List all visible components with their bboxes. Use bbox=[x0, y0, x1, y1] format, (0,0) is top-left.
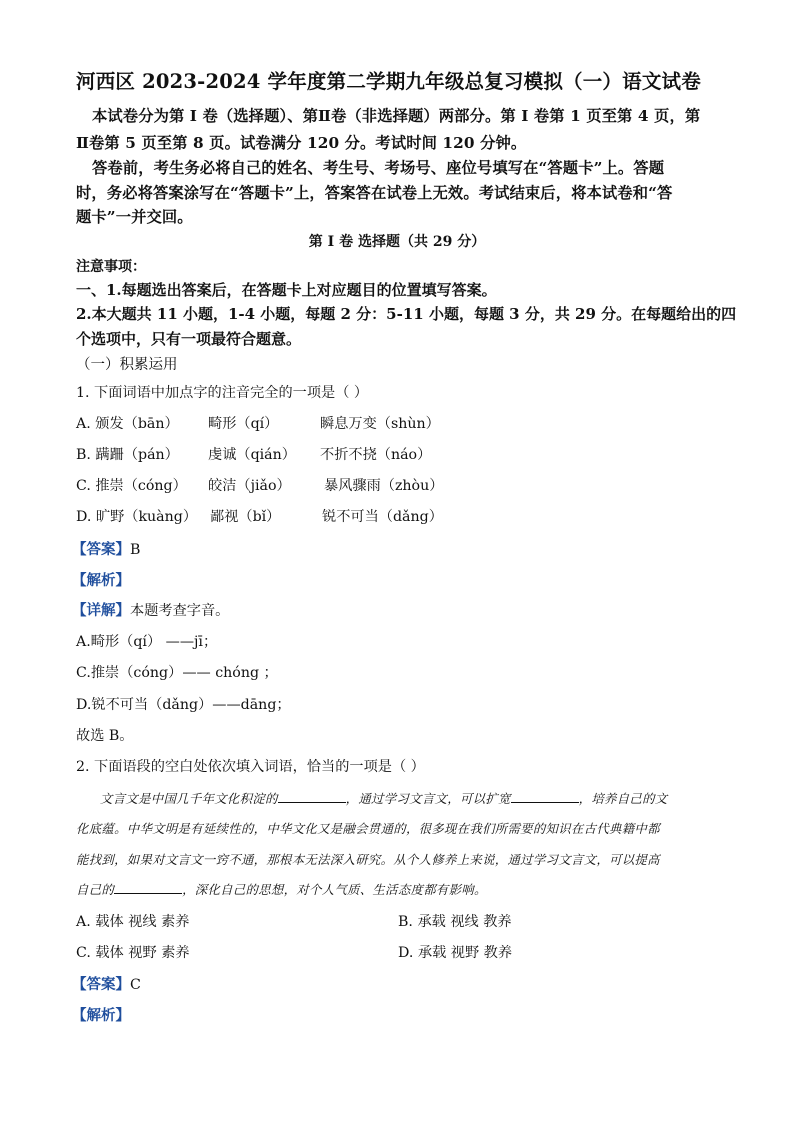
q1-answer bbox=[72, 538, 140, 559]
notes-item-2b: 个选项中，只有一项最符合题意。 bbox=[76, 330, 302, 348]
answer-tag: 【答案】 bbox=[72, 541, 130, 558]
q2-analysis bbox=[72, 1004, 130, 1025]
part-heading: （一）积累运用 bbox=[76, 357, 178, 373]
fill-blank-2 bbox=[511, 790, 579, 803]
q2-option-d: D. 承载 视野 教养 bbox=[398, 945, 513, 961]
notes-item-2a: 2.本大题共 11 小题，1-4 小题，每题 2 分：5-11 小题，每题 3 分，共 29 分。在每题给出的四 bbox=[76, 305, 737, 323]
intro-line-4: 时，务必将答案涂写在“答题卡”上，答案答在试卷上无效。考试结束后，将本试卷和“答 bbox=[76, 184, 673, 202]
fill-blank-3 bbox=[114, 881, 182, 894]
q1-explain-a: A.畸形（qí） ——jī； bbox=[76, 634, 218, 650]
passage-text: ，深化自己的思想，对个人气质、生活态度都有影响。 bbox=[182, 882, 487, 897]
analysis-tag: 【解析】 bbox=[72, 572, 130, 589]
q1-option-d-word3: 锐不可当（dǎng） bbox=[322, 509, 443, 525]
q1-option-a-word1: A. 颁发（bān） bbox=[76, 416, 179, 432]
passage-text: 文言文是中国几千年文化积淀的 bbox=[100, 791, 278, 806]
q1-option-c-word2: 皎洁（jiǎo） bbox=[208, 478, 291, 494]
q1-option-a-word2: 畸形（qí） bbox=[208, 416, 279, 432]
q1-option-c-word3: 暴风骤雨（zhòu） bbox=[324, 478, 444, 494]
q2-passage-line-1 bbox=[100, 789, 668, 807]
notes-heading: 注意事项： bbox=[76, 259, 146, 275]
q1-conclusion: 故选 B。 bbox=[76, 728, 134, 744]
section-title: 第 I 卷 选择题（共 29 分） bbox=[308, 234, 486, 250]
q2-passage-line-3: 能找到，如果对文言文一窍不通，那根本无法深入研究。从个人修养上来说，通过学习文言文，可以提高 bbox=[76, 852, 660, 867]
q1-detail-text: 本题考查字音。 bbox=[130, 603, 230, 619]
intro-line-1: 本试卷分为第 I 卷（选择题）、第Ⅱ卷（非选择题）两部分。第 I 卷第 1 页至第 4 页，第 bbox=[92, 107, 701, 125]
fill-blank-1 bbox=[278, 790, 346, 803]
passage-text: ，培养自己的文 bbox=[578, 791, 668, 806]
q2-answer bbox=[72, 973, 141, 994]
q1-analysis bbox=[72, 569, 130, 590]
q1-explain-c: C.推崇（cóng）—— chóng ； bbox=[76, 665, 278, 681]
passage-text: 自己的 bbox=[76, 882, 115, 897]
intro-line-5: 题卡”一并交回。 bbox=[76, 208, 193, 226]
q2-answer-value: C bbox=[130, 977, 141, 993]
q2-option-a: A. 载体 视线 素养 bbox=[76, 914, 190, 930]
q1-option-b-word3: 不折不挠（náo） bbox=[320, 447, 432, 463]
q1-option-b-word1: B. 蹒跚（pán） bbox=[76, 447, 179, 463]
q2-option-b: B. 承载 视线 教养 bbox=[398, 914, 512, 930]
q1-detail bbox=[72, 599, 229, 620]
q2-passage-line-4 bbox=[76, 880, 487, 898]
q1-option-a-word3: 瞬息万变（shùn） bbox=[320, 416, 440, 432]
detail-tag: 【详解】 bbox=[72, 602, 130, 619]
q1-explain-d: D.锐不可当（dǎng）——dāng； bbox=[76, 697, 291, 713]
exam-title: 河西区 2023-2024 学年度第二学期九年级总复习模拟（一）语文试卷 bbox=[76, 70, 701, 93]
q2-option-c: C. 载体 视野 素养 bbox=[76, 945, 190, 961]
answer-tag: 【答案】 bbox=[72, 976, 130, 993]
q1-option-b-word2: 虔诚（qián） bbox=[208, 447, 296, 463]
q2-passage-line-2: 化底蕴。中华文明是有延续性的，中华文化又是融会贯通的，很多现在我们所需要的知识在古代典籍中都 bbox=[76, 821, 660, 836]
q1-answer-value: B bbox=[130, 542, 141, 558]
q2-stem: 2. 下面语段的空白处依次填入词语，恰当的一项是（ ） bbox=[76, 759, 425, 775]
q1-option-c-word1: C. 推崇（cóng） bbox=[76, 478, 187, 494]
analysis-tag: 【解析】 bbox=[72, 1007, 130, 1024]
intro-line-3: 答卷前，考生务必将自己的姓名、考生号、考场号、座位号填写在“答题卡”上。答题 bbox=[92, 159, 665, 177]
notes-item-1: 一、1.每题选出答案后，在答题卡上对应题目的位置填写答案。 bbox=[76, 281, 497, 299]
intro-line-2: Ⅱ卷第 5 页至第 8 页。试卷满分 120 分。考试时间 120 分钟。 bbox=[76, 134, 527, 152]
q1-stem: 1. 下面词语中加点字的注音完全的一项是（ ） bbox=[76, 385, 369, 401]
q1-option-d-word1: D. 旷野（kuàng） bbox=[76, 509, 198, 525]
q1-option-d-word2: 鄙视（bǐ） bbox=[210, 509, 281, 525]
passage-text: ，通过学习文言文，可以扩宽 bbox=[345, 791, 511, 806]
